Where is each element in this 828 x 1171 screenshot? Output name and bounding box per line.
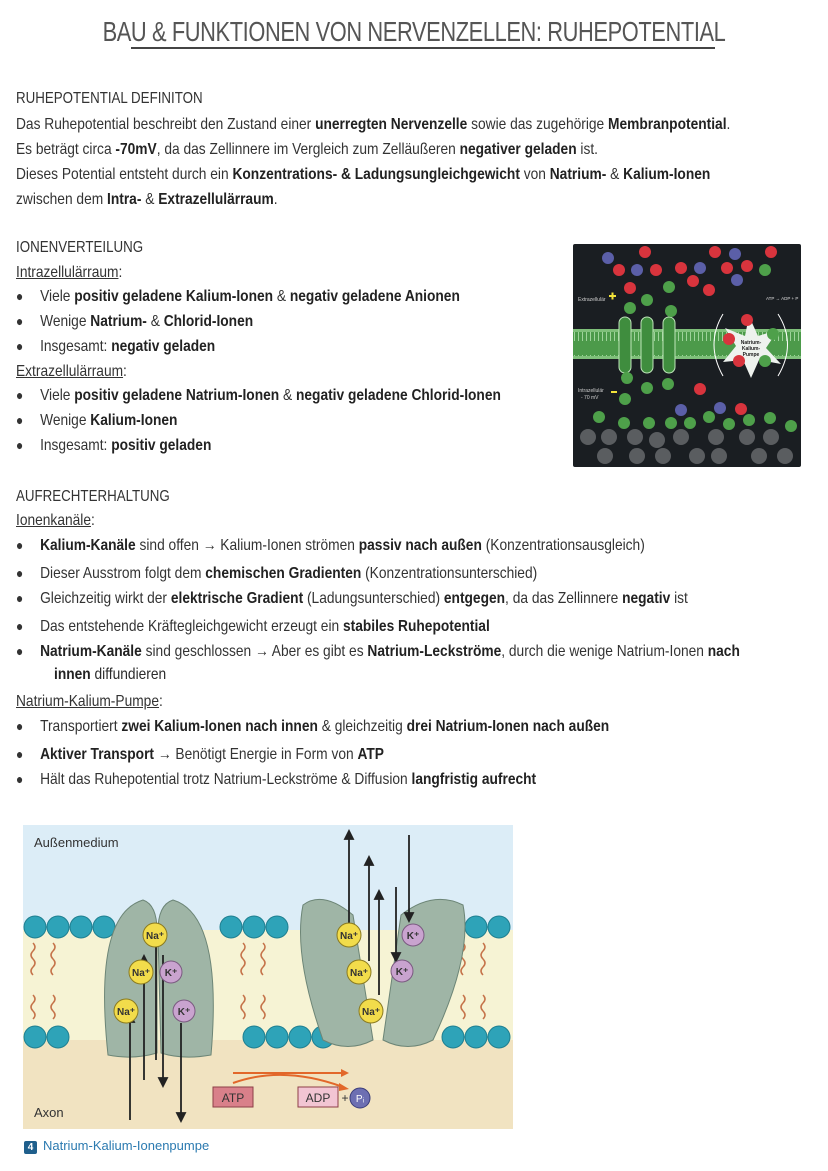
bold-text: langfristig aufrecht	[411, 771, 537, 788]
channels-continuation	[54, 666, 166, 684]
bold-text: Natrium-	[549, 166, 607, 183]
text: ist	[670, 590, 688, 607]
text: & gleichzeitig	[317, 718, 407, 735]
text: , da das Zellinnere	[505, 590, 623, 607]
text: .	[273, 191, 278, 208]
bullet-icon: ●	[16, 338, 24, 354]
bold-text: Membranpotential	[608, 116, 727, 133]
bullet-item	[16, 746, 384, 764]
svg-text:Na⁺: Na⁺	[131, 968, 151, 979]
text: ist.	[576, 141, 599, 158]
text: zwischen dem	[16, 191, 108, 208]
text: sowie das zugehörige	[467, 116, 609, 133]
bold-text: unerregten Nervenzelle	[315, 116, 468, 133]
svg-text:+: +	[341, 1091, 349, 1105]
svg-text:Axon: Axon	[34, 1105, 64, 1120]
paragraph-line	[16, 137, 730, 162]
text: &	[279, 387, 296, 404]
bold-text: Natrium-Kanäle	[40, 643, 142, 660]
bullet-item	[16, 718, 609, 736]
text: (Ladungsunterschied)	[303, 590, 444, 607]
bullet-icon: ●	[16, 590, 24, 606]
text: Wenige	[40, 412, 91, 429]
bullet-item	[16, 590, 688, 608]
svg-text:Na⁺: Na⁺	[116, 1007, 136, 1018]
svg-text:Pumpe: Pumpe	[742, 352, 760, 358]
svg-text:ATP → ADP + P: ATP → ADP + P	[766, 296, 799, 301]
text: sind offen → Kalium-Ionen strömen	[135, 537, 359, 554]
text: Viele	[40, 288, 75, 305]
bullet-icon: ●	[16, 565, 24, 581]
bold-text: passiv nach außen	[358, 537, 482, 554]
bullet-icon: ●	[16, 288, 24, 304]
bold-text: innen	[54, 666, 91, 683]
figure-number: 4	[24, 1141, 37, 1154]
bullet-icon: ●	[16, 537, 24, 553]
bullet-icon: ●	[16, 746, 24, 762]
bullet-item	[16, 437, 211, 455]
bullet-item	[16, 643, 740, 661]
text: &	[606, 166, 624, 183]
bold-text: Kalium-Ionen	[90, 412, 178, 429]
distribution-heading: IONENVERTEILUNG	[16, 239, 144, 256]
svg-text:K⁺: K⁺	[395, 967, 409, 978]
bold-text: negativ geladene Anionen	[289, 288, 460, 305]
bullet-icon: ●	[16, 771, 24, 787]
bold-text: negativ geladene Chlorid-Ionen	[295, 387, 501, 404]
bullet-item	[16, 537, 645, 555]
text: Viele	[40, 387, 75, 404]
text: , durch die wenige Natrium-Ionen	[501, 643, 708, 660]
bullet-item	[16, 387, 501, 405]
bullet-item	[16, 338, 215, 356]
text: diffundieren	[90, 666, 167, 683]
paragraph-line	[16, 187, 730, 212]
text: von	[519, 166, 550, 183]
svg-text:K⁺: K⁺	[177, 1007, 191, 1018]
extra-label-text: Extrazellulärraum	[16, 363, 124, 380]
svg-text:Na⁺: Na⁺	[339, 931, 359, 942]
bold-text: zwei Kalium-Ionen nach innen	[121, 718, 318, 735]
bold-text: negativ	[622, 590, 671, 607]
bold-text: positiv geladene Natrium-Ionen	[74, 387, 280, 404]
text: Insgesamt:	[40, 338, 112, 355]
text: &	[273, 288, 290, 305]
bullet-item	[16, 288, 460, 306]
bullet-item	[16, 412, 177, 430]
bold-text: ATP	[357, 746, 384, 763]
figure-caption	[24, 1138, 209, 1154]
svg-text:Na⁺: Na⁺	[349, 968, 369, 979]
svg-text:K⁺: K⁺	[406, 931, 420, 942]
bullet-icon: ●	[16, 412, 24, 428]
text: , da das Zellinnere im Vergleich zum Zelläußeren	[156, 141, 460, 158]
sodium-potassium-pump-figure	[23, 825, 513, 1129]
bold-text: negativ geladen	[111, 338, 216, 355]
bold-text: Intra-	[107, 191, 142, 208]
figure-caption-text: Natrium-Kalium-Ionenpumpe	[43, 1138, 210, 1153]
text: (Konzentrationsunterschied)	[361, 565, 538, 582]
text: → Benötigt Energie in Form von	[154, 746, 358, 763]
pump-label-text: Natrium-Kalium-Pumpe	[16, 693, 159, 710]
paragraph-line	[16, 112, 730, 137]
svg-text:Na⁺: Na⁺	[145, 931, 165, 942]
bullet-item	[16, 313, 253, 331]
bold-text: positiv geladene Kalium-Ionen	[74, 288, 274, 305]
bold-text: Konzentrations- & Ladungsungleichgewicht	[232, 166, 520, 183]
extra-label: Extrazellulärraum:	[16, 363, 127, 380]
bold-text: positiv geladen	[111, 437, 212, 454]
bold-text: Kalium-Ionen	[623, 166, 711, 183]
bold-text: nach	[707, 643, 740, 660]
text: Insgesamt:	[40, 437, 112, 454]
bullet-icon: ●	[16, 313, 24, 329]
text: Transportiert	[40, 718, 122, 735]
bullet-icon: ●	[16, 387, 24, 403]
paragraph-line	[16, 162, 730, 187]
text: Dieser Ausstrom folgt dem	[40, 565, 206, 582]
text: &	[141, 191, 159, 208]
definition-heading: RUHEPOTENTIAL DEFINITON	[16, 90, 203, 107]
svg-text:ATP: ATP	[221, 1091, 245, 1105]
bullet-item	[16, 565, 537, 583]
svg-text:ADP: ADP	[305, 1091, 331, 1105]
svg-text:K⁺: K⁺	[164, 968, 178, 979]
ion-distribution-figure	[573, 244, 801, 467]
bold-text: elektrische Gradient	[170, 590, 304, 607]
bold-text: Aktiver Transport	[40, 746, 155, 763]
text: Es beträgt circa	[16, 141, 116, 158]
svg-text:Natrium-: Natrium-	[740, 340, 762, 346]
intra-label: Intrazellulärraum:	[16, 264, 123, 281]
bold-text: negativer geladen	[459, 141, 577, 158]
bold-text: drei Natrium-Ionen nach außen	[406, 718, 610, 735]
pump-label: Natrium-Kalium-Pumpe:	[16, 693, 163, 710]
text: Das entstehende Kräftegleichgewicht erzeugt ein	[40, 618, 343, 635]
svg-text:Außenmedium: Außenmedium	[34, 835, 119, 850]
text: &	[146, 313, 164, 330]
text: Dieses Potential entsteht durch ein	[16, 166, 233, 183]
svg-text:- 70 mV: - 70 mV	[581, 395, 599, 401]
bullet-icon: ●	[16, 643, 24, 659]
svg-text:Extrazellulär: Extrazellulär	[578, 297, 606, 303]
text: Gleichzeitig wirkt der	[40, 590, 171, 607]
bold-text: Natrium-	[90, 313, 147, 330]
bullet-icon: ●	[16, 437, 24, 453]
text: Das Ruhepotential beschreibt den Zustand einer	[16, 116, 316, 133]
title-underline	[131, 47, 715, 49]
bullet-item	[16, 771, 536, 789]
bullet-icon: ●	[16, 718, 24, 734]
bullet-item	[16, 618, 490, 636]
svg-text:Kalium-: Kalium-	[741, 346, 761, 352]
text: Hält das Ruhepotential trotz Natrium-Leckströme & Diffusion	[40, 771, 412, 788]
bold-text: Natrium-Leckströme	[367, 643, 502, 660]
bold-text: entgegen	[443, 590, 506, 607]
svg-text:Intrazellulär: Intrazellulär	[578, 388, 604, 394]
text: sind geschlossen → Aber es gibt es	[141, 643, 368, 660]
channels-label: Ionenkanäle:	[16, 512, 95, 529]
ion-distribution-illustration	[573, 244, 801, 467]
page-title: BAU & FUNKTIONEN VON NERVENZELLEN: RUHEPOTENTIAL	[102, 16, 726, 47]
bullet-icon: ●	[16, 618, 24, 634]
bold-text: Extrazellulärraum	[158, 191, 274, 208]
text: .	[726, 116, 731, 133]
svg-text:Pᵢ: Pᵢ	[355, 1094, 365, 1105]
bold-text: chemischen Gradienten	[205, 565, 362, 582]
bold-text: Chlorid-Ionen	[163, 313, 254, 330]
definition-paragraph	[16, 112, 730, 212]
maintenance-heading: AUFRECHTERHALTUNG	[16, 488, 170, 505]
text: (Konzentrationsausgleich)	[481, 537, 645, 554]
bold-text: -70mV	[115, 141, 157, 158]
bold-text: Kalium-Kanäle	[40, 537, 136, 554]
svg-text:Na⁺: Na⁺	[361, 1007, 381, 1018]
bold-text: stabiles Ruhepotential	[342, 618, 490, 635]
channels-label-text: Ionenkanäle	[16, 512, 91, 529]
text: Wenige	[40, 313, 91, 330]
intra-label-text: Intrazellulärraum	[16, 264, 119, 281]
pump-illustration	[23, 825, 513, 1129]
